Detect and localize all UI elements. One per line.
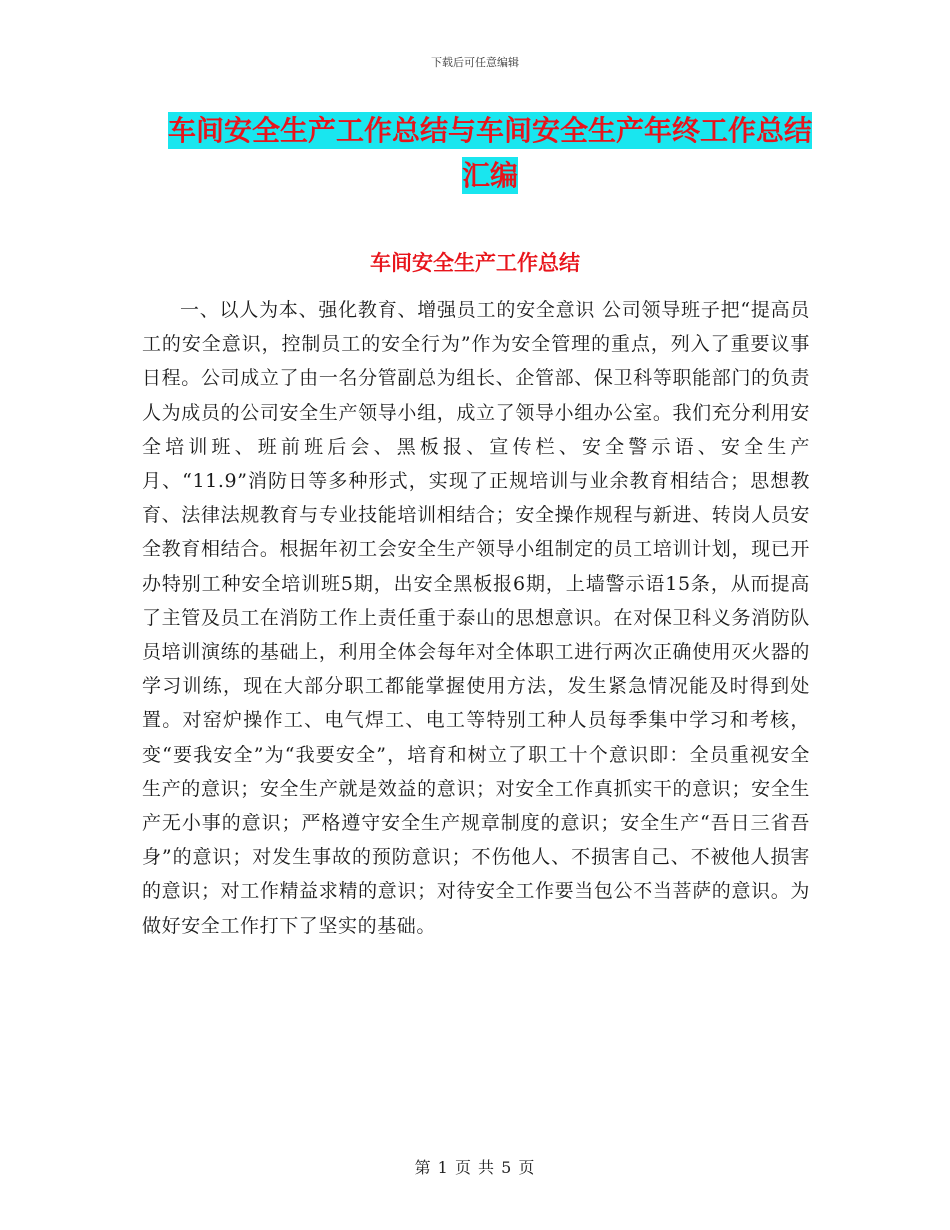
document-title-line-2: 汇编 xyxy=(461,159,518,192)
body-paragraph: 一、以人为本、强化教育、增强员工的安全意识 公司领导班子把“提高员工的安全意识，控制员工的安全行为”作为安全管理的重点，列入了重要议事日程。公司成立了由一名分管副总为组长、企管部、保卫科等职能部门的负责人为成员的公司安全生产领导小组，成立了领导小组办公室。我们充分利用安全培训班、班前班后会、黑板报、宣传栏、安全警示语、安全生产月、“11.9”消防日等多种形式，实现了正规培训与业余教育相结合；思想教育、法律法规教育与专业技能培训相结合；安全操作规程与新进、转岗人员安全教育相结合。根据年初工会安全生产领导小组制定的员工培训计划，现已开办特别工种安全培训班5期，出安全黑板报6期，上墙警示语15条，从而提高了主管及员工在消防工作上责任重于泰山的思想意识。在对保卫科义务消防队员培训演练的基础上，利用全体会每年对全体职工进行两次正确使用灭火器的学习训练，现在大部分职工都能掌握使用方法，发生紧急情况能及时得到处置。对窑炉操作工、电气焊工、电工等特别工种人员每季集中学习和考核，变“要我安全”为“我要安全”，培育和树立了职工十个意识即：全员重视安全生产的意识；安全生产就是效益的意识；对安全工作真抓实干的意识；安全生产无小事的意识；严格遵守安全生产规章制度的意识；安全生产“吾日三省吾身”的意识；对发生事故的预防意识；不伤他人、不损害自己、不被他人损害的意识；对工作精益求精的意识；对待安全工作要当包公不当菩萨的意识。为做好安全工作打下了坚实的基础。 xyxy=(142,299,810,937)
document-title xyxy=(140,108,840,198)
document-title-line-1: 车间安全生产工作总结与车间安全生产年终工作总结 xyxy=(167,114,812,147)
page-footer: 第 1 页 共 5 页 xyxy=(414,1158,536,1177)
page-header-note: 下载后可任意编辑 xyxy=(431,56,519,69)
section-title: 车间安全生产工作总结 xyxy=(370,251,580,275)
